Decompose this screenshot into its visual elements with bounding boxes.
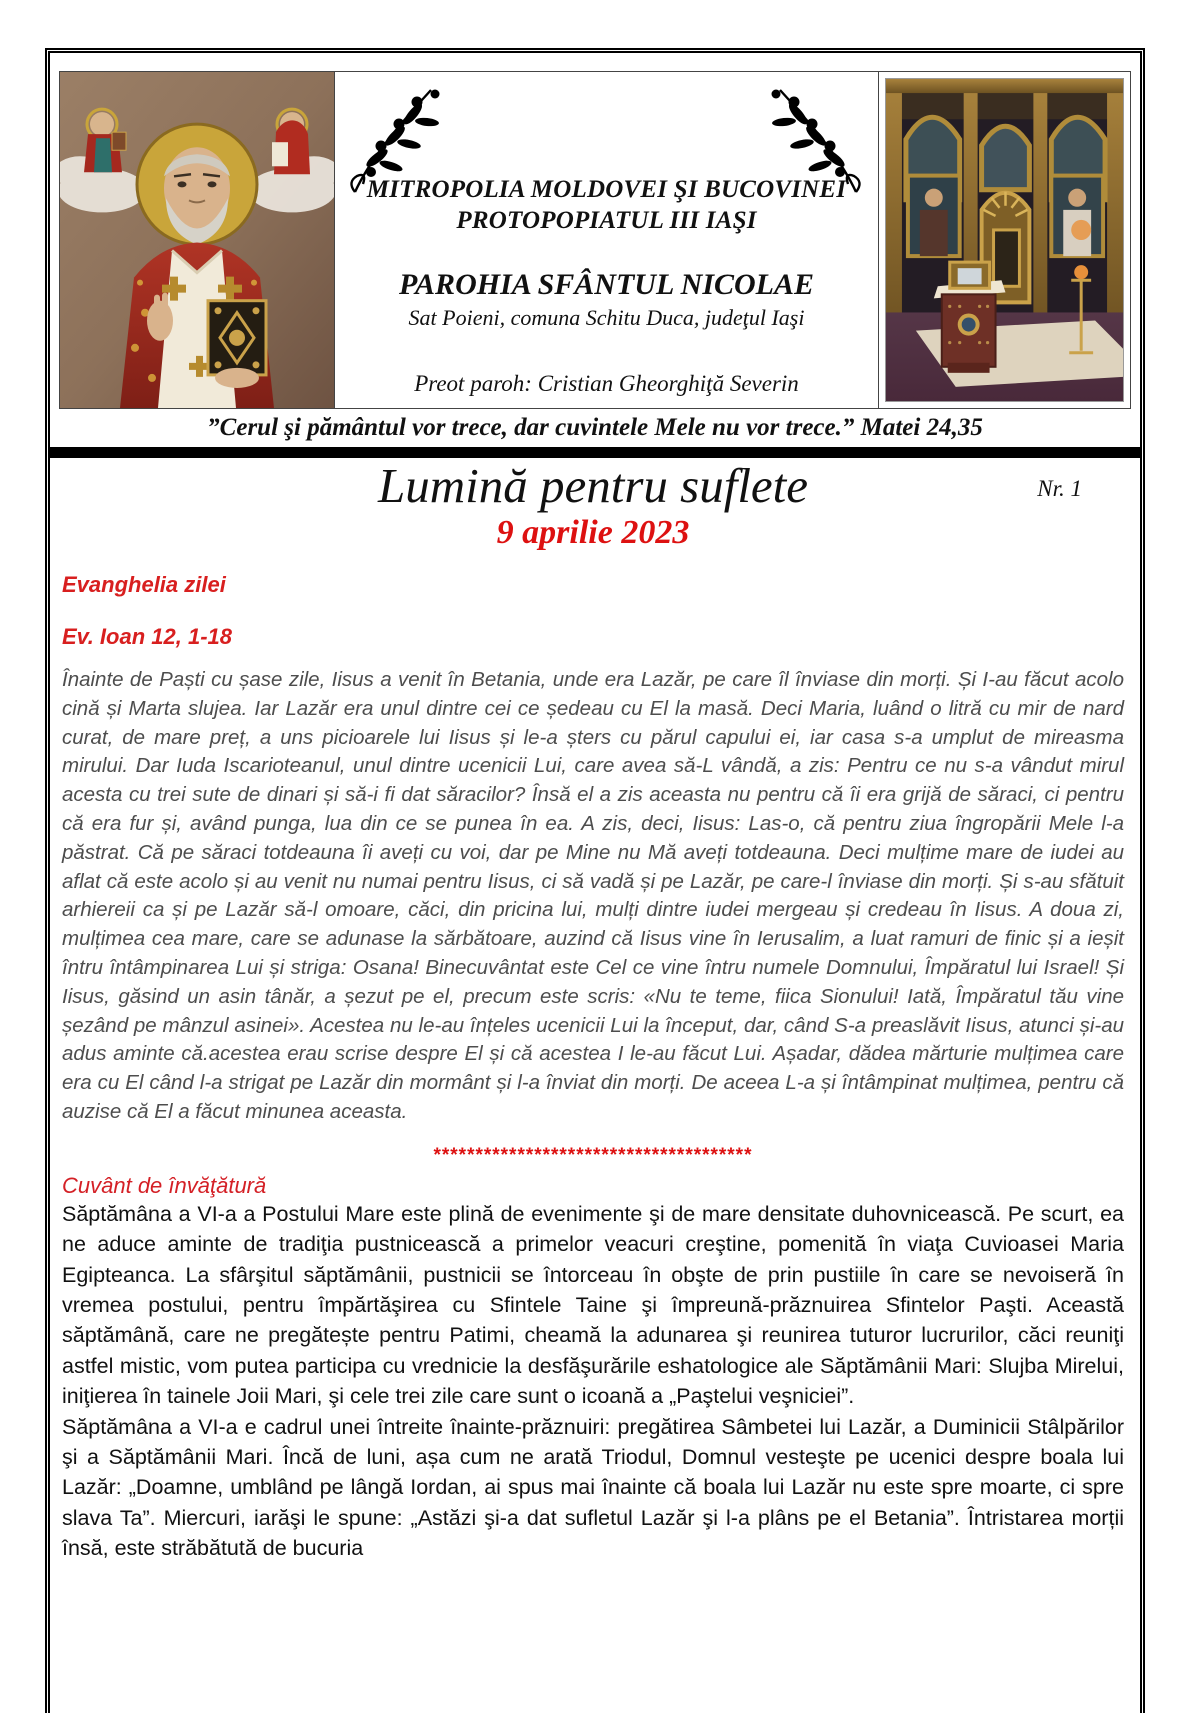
teaching-section-title: Cuvânt de învăţătură <box>62 1172 267 1198</box>
newsletter-title: Lumină pentru suflete <box>377 458 809 513</box>
saint-nicholas-icon <box>60 72 334 408</box>
parish-priest: Preot paroh: Cristian Gheorghiţă Severin <box>414 371 799 396</box>
church-interior-photo-cell <box>878 72 1130 408</box>
parish-address: Sat Poieni, comuna Schitu Duca, judeţul Iaşi <box>408 305 805 330</box>
metropolis-name: MITROPOLIA MOLDOVEI ŞI BUCOVINEI <box>366 176 847 203</box>
gospel-section-title: Evanghelia zilei <box>62 572 226 597</box>
saint-nicholas-icon-image <box>60 72 335 408</box>
teaching-paragraph: Săptămâna a VI-a e cadrul unei întreite înainte-prăznuiri: pregătirea Sâmbetei lui Lazăr, a Duminicii Stâlpărilor şi a Săptămânii Mari. Încă de luni, așa cum ne arată Triodul, Domnul vesteşte pe ucenici despre boala lui Lazăr: „Doamne, umblând pe lângă Iordan, ai spus mai înainte că boala lui Lazăr nu este spre moarte, ci spre slava Ta”. Miercuri, iarăşi le spune: „Astăzi şi-a dat sufletul Lazăr şi l-a plâns pe el Betania”. Întristarea morții însă, este străbătută de bucuria <box>62 1414 1124 1561</box>
header-text-block <box>335 72 878 408</box>
header-banner <box>59 71 1131 409</box>
issue-date: 9 aprilie 2023 <box>496 514 690 551</box>
protopopiate-name: PROTOPOPIATUL III IAŞI <box>456 207 757 234</box>
gospel-book <box>208 301 266 388</box>
asterisk-separator: ************************************** <box>433 1144 753 1166</box>
teaching-paragraph: Săptămâna a VI-a a Postului Mare este plină de evenimente şi de mare densitate duhovnicească. Pe scurt, ea ne aduce aminte de tradiţia pustnicească a primelor veacuri creştine, pomenită în viaţa Cuvioasei Maria Egipteanca. La sfârşitul săptămânii, pustnicii se întorceau în obşte de prin pustiile în care se nevoiseră în vremea postului, pentru împărtăşirea cu Sfintele Taine şi împreună-prăznuirea Sfintelor Paşti. Această săptămână, care ne pregătește pentru Patimi, cheamă la adunarea şi reunirea tuturor lucrurilor, căci reuniţi astfel mistic, vom putea participa cu vrednicie la desfăşurările eshatologice ale Săptămânii Mari: Slujba Mirelui, iniţierea în tainele Joii Mari, şi cele trei zile care sunt o icoană a „Paştelui veşniciei”. <box>62 1201 1124 1409</box>
parish-name: PAROHIA SFÂNTUL NICOLAE <box>398 268 815 301</box>
gospel-reference: Ev. Ioan 12, 1-18 <box>62 624 232 649</box>
gospel-text: Înainte de Paști cu șase zile, Iisus a venit în Betania, unde era Lazăr, pe care îl înviase din morți. Și I-au făcut acolo cină și Marta slujea. Iar Lazăr era unul dintre cei ce ședeau cu El la masă. Deci Maria, luând o litră cu mir de nard curat, de mare preț, a uns picioarele lui Iisus și le-a șters cu părul capului ei, iar casa s-a umplut de mireasma mirului. Dar Iuda Iscarioteanul, unul dintre ucenicii Lui, care avea să-L vândă, a zis: Pentru ce nu s-a vândut mirul acesta cu trei sute de dinari și să-i fi dat săracilor? Însă el a zis aceasta nu pentru că îi era grijă de săraci, ci pentru că era fur și, având punga, lua din ce se punea în ea. A zis, deci, Iisus: Las-o, că pentru ziua îngropării Mele l-a păstrat. Că pe săraci totdeauna îi aveți cu voi, dar pe Mine nu Mă aveți totdeauna. Deci mulțime mare de iudei au aflat că este acolo și au venit nu numai pentru Iisus, ci să vadă și pe Lazăr, pe care-l înviase din morți. Și s-au sfătuit arhiereii ca și pe Lazăr să-l omoare, căci, din pricina lui, mulți dintre iudei mergeau și credeau în Iisus. A doua zi, mulțimea cea mare, care se adunase la sărbătoare, auzind că Iisus vine în Ierusalim, a luat ramuri de finic și a ieșit întru întâmpinarea Lui și striga: Osana! Binecuvântat este Cel ce vine întru numele Domnului, Împăratul lui Israel! Și Iisus, găsind un asin tânăr, a șezut pe el, precum este scris: «Nu te teme, fiica Sionului! Iată, Împăratul tău vine șezând pe mânzul asinei». Acestea nu le-au înțeles ucenicii Lui la început, dar, când S-a preaslăvit Iisus, atunci și-au adus aminte că.acestea erau scrise despre El și că acestea I le-au făcut Lui. Așadar, dădea mărturie mulțimea care era cu El când l-a strigat pe Lazăr din mormânt și l-a înviat din morți. De aceea L-a și întâmpinat mulțimea, pentru că auzise că El a făcut minunea aceasta. <box>62 668 1124 1123</box>
divider-bar <box>50 447 1140 458</box>
newsletter-page <box>45 48 1145 1713</box>
issue-number: Nr. 1 <box>1037 476 1082 501</box>
church-interior-photo <box>886 79 1123 401</box>
scripture-quote: ”Cerul şi pământul vor trece, dar cuvintele Mele nu vor trece.” Matei 24,35 <box>207 414 983 441</box>
